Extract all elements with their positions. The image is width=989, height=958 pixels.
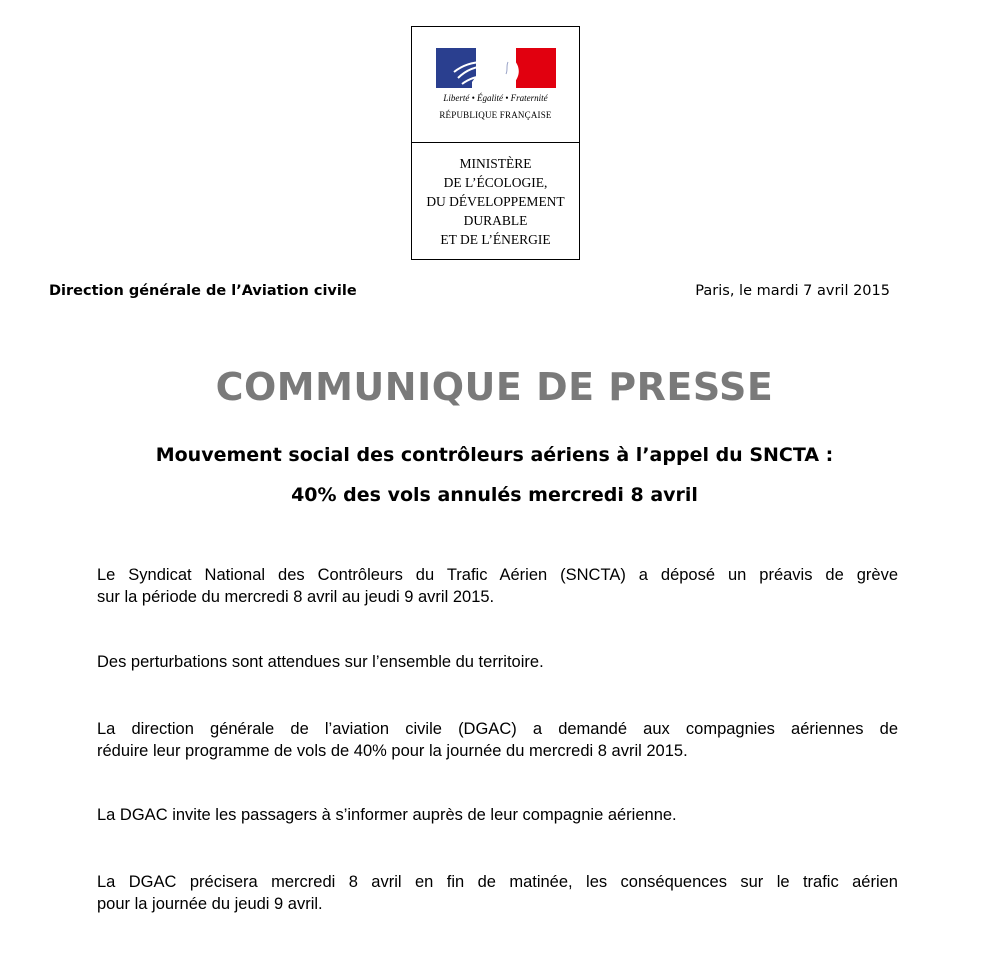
paragraph-line: La DGAC précisera mercredi 8 avril en fin de matinée, les conséquences sur le trafic aérien bbox=[97, 873, 898, 891]
marianne-flag-icon bbox=[436, 48, 556, 88]
ministry-line: DURABLE bbox=[463, 213, 528, 228]
paragraph bbox=[97, 871, 898, 915]
paragraph bbox=[97, 651, 898, 673]
issuing-direction: Direction générale de l’Aviation civile bbox=[49, 283, 357, 299]
page-title: COMMUNIQUE DE PRESSE bbox=[215, 365, 774, 409]
paragraph-line: réduire leur programme de vols de 40% pour la journée du mercredi 8 avril 2015. bbox=[97, 742, 688, 760]
subtitle-line: 40% des vols annulés mercredi 8 avril bbox=[291, 484, 698, 506]
dateline: Paris, le mardi 7 avril 2015 bbox=[695, 283, 890, 299]
ministry-line: DE L’ÉCOLOGIE, bbox=[443, 175, 548, 190]
paragraph-line: La direction générale de l’aviation civile (DGAC) a demandé aux compagnies aériennes de bbox=[97, 720, 898, 738]
ministry-name bbox=[412, 154, 579, 249]
paragraph-line: pour la journée du jeudi 9 avril. bbox=[97, 895, 323, 913]
marianne-logo bbox=[412, 27, 579, 142]
paragraph-line: Des perturbations sont attendues sur l’ensemble du territoire. bbox=[97, 653, 544, 671]
ministry-line: ET DE L’ÉNERGIE bbox=[440, 232, 551, 247]
paragraph bbox=[97, 804, 898, 826]
paragraph-line: La DGAC invite les passagers à s’informer auprès de leur compagnie aérienne. bbox=[97, 806, 677, 824]
ministry-line: DU DÉVELOPPEMENT bbox=[426, 194, 565, 209]
paragraph bbox=[97, 564, 898, 608]
subtitle-line: Mouvement social des contrôleurs aériens à l’appel du SNCTA : bbox=[155, 444, 834, 466]
paragraph bbox=[97, 718, 898, 762]
paragraph-line: Le Syndicat National des Contrôleurs du Trafic Aérien (SNCTA) a déposé un préavis de grève bbox=[97, 566, 898, 584]
logo-divider bbox=[412, 142, 579, 143]
ministry-line: MINISTÈRE bbox=[459, 156, 532, 171]
republic-name: RÉPUBLIQUE FRANÇAISE bbox=[439, 110, 552, 120]
paragraph-line: sur la période du mercredi 8 avril au jeudi 9 avril 2015. bbox=[97, 588, 495, 606]
ministry-logo bbox=[411, 26, 580, 260]
republic-motto: Liberté • Égalité • Fraternité bbox=[443, 93, 548, 103]
